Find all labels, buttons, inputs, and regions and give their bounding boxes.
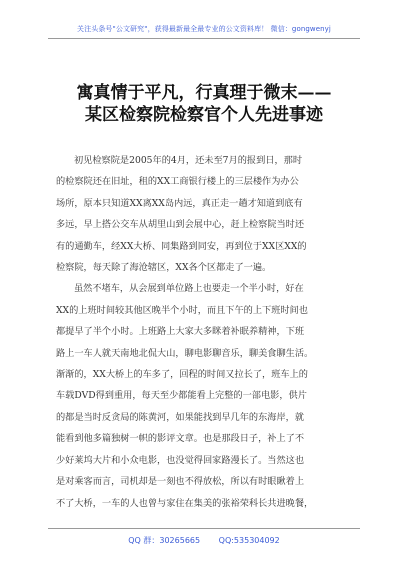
body-text — [56, 150, 356, 514]
body-line: 初见检察院是2005年的4月，还未至7月的报到日，那时 — [74, 155, 303, 166]
body-line: 渐渐的，XX大桥上的车多了，回程的时间又拉长了，班车上的 — [56, 369, 308, 381]
document-title — [40, 82, 368, 126]
body-line: 路上一车人就天南地北侃大山，聊电影聊音乐，聊美食聊生活。 — [56, 347, 314, 359]
footer-qq-number: QQ:535304092 — [218, 536, 280, 545]
body-line: 车载DVD得到重用，每天至少都能看上完整的一部电影，供片 — [56, 390, 307, 402]
body-line: 少好莱坞大片和小众电影，也没觉得回家路漫长了。当然这也 — [56, 454, 305, 466]
title-line-1: 寓真情于平凡，行真理于微末—— — [76, 83, 332, 103]
body-line: 的检察院还在旧址，租的XX工商银行楼上的三层楼作为办公 — [56, 176, 299, 188]
header-divider — [48, 38, 360, 39]
body-line: 能看到他多篇独树一帜的影评文章。也是那段日子，补上了不 — [56, 433, 305, 445]
footer-divider — [48, 528, 360, 529]
body-line: 有的通勤车，经XX大桥、同集路到同安，再到位于XX区XX的 — [56, 240, 307, 252]
header-banner: 关注头条号"公文研究"，获得最新最全最专业的公文资料库！ 微信：gongwenyj — [77, 25, 331, 33]
title-line-2: 某区检察院检察官个人先进事迹 — [85, 105, 323, 125]
body-line: 都提早了半个小时。上班路上大家大多眯着补眠养精神，下班 — [56, 326, 305, 338]
body-line: 多远，早上搭公交车从胡里山到会展中心，赶上检察院当时还 — [56, 219, 305, 231]
body-line: 是对乘客而言，司机却是一刻也不得放松，所以有时眼瞅着上 — [56, 476, 305, 488]
body-line: 场所，原本只知道XX离XX岛内远，真正走一趟才知道到底有 — [56, 197, 303, 209]
body-line: 虽然不堵车，从会展到单位路上也要走一个半小时，好在 — [74, 283, 304, 295]
footer-qq-group: QQ 群：30265665 — [128, 536, 201, 545]
body-line: 不了大桥，一车的人也曾与家住在集美的张裕荣科长共进晚餐， — [56, 497, 314, 509]
footer — [0, 535, 408, 546]
body-line: 的都是当时反贪局的陈黄河，如果能找到早几年的东海岸，就 — [56, 411, 305, 423]
body-line: 检察院，每天除了海沧辖区，XX各个区都走了一遍。 — [56, 262, 272, 274]
body-line: XX的上班时间较其他区晚半个小时，而且下午的上下班时间也 — [56, 304, 308, 316]
